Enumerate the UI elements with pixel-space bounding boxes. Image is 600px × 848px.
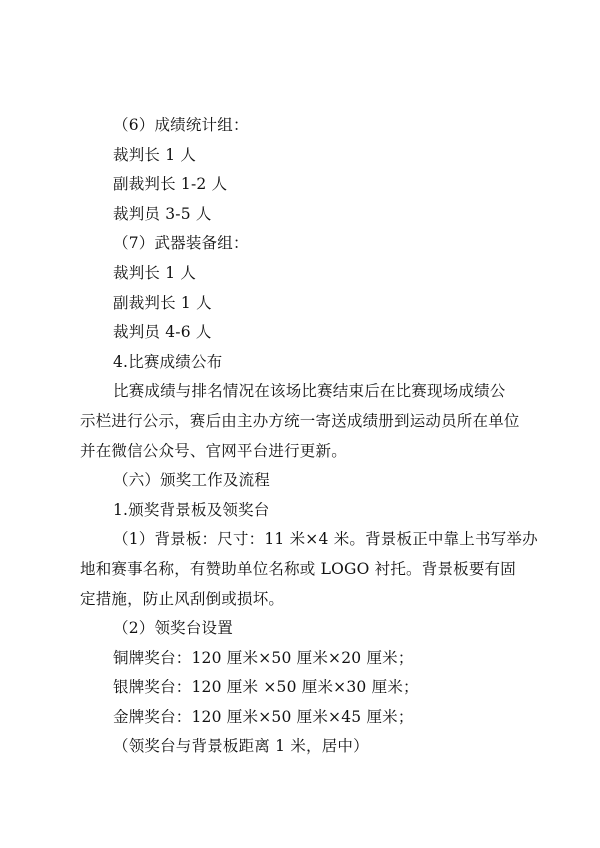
paragraph-line: 地和赛事名称，有赞助单位名称或 LOGO 衬托。背景板要有固 — [80, 559, 516, 578]
paragraph-line: 并在微信公众号、官网平台进行更新。 — [80, 441, 347, 460]
section-heading-results: 4.比赛成绩公布 — [113, 352, 223, 371]
list-item: 金牌奖台：120 厘米×50 厘米×45 厘米； — [113, 707, 414, 726]
section-heading-awards: （六）颁奖工作及流程 — [113, 471, 271, 490]
subsection-heading-podium: （2）领奖台设置 — [113, 619, 233, 638]
list-item: 裁判员 4-6 人 — [113, 323, 212, 342]
paragraph-line: 比赛成绩与排名情况在该场比赛结束后在比赛现场成绩公 — [113, 382, 506, 401]
subsection-heading-backdrop: 1.颁奖背景板及领奖台 — [113, 500, 270, 519]
section-heading-weapons-group: （7）武器装备组： — [113, 234, 249, 253]
document-body — [0, 111, 600, 762]
list-item: 裁判长 1 人 — [113, 145, 197, 164]
paragraph-line: （1）背景板：尺寸：11 米×4 米。背景板正中靠上书写举办 — [113, 530, 538, 549]
list-item: 副裁判长 1 人 — [113, 293, 212, 312]
list-item: 副裁判长 1-2 人 — [113, 175, 228, 194]
section-heading-stats-group: （6）成绩统计组： — [113, 116, 249, 134]
note-line: （领奖台与背景板距离 1 米，居中） — [113, 737, 369, 756]
list-item: 银牌奖台：120 厘米 ×50 厘米×30 厘米； — [113, 678, 419, 697]
list-item: 裁判长 1 人 — [113, 263, 197, 282]
paragraph-line: 定措施，防止风刮倒或损坏。 — [80, 589, 285, 608]
list-item: 铜牌奖台：120 厘米×50 厘米×20 厘米； — [113, 648, 414, 667]
paragraph-line: 示栏进行公示，赛后由主办方统一寄送成绩册到运动员所在单位 — [80, 411, 520, 430]
list-item: 裁判员 3-5 人 — [113, 204, 212, 223]
